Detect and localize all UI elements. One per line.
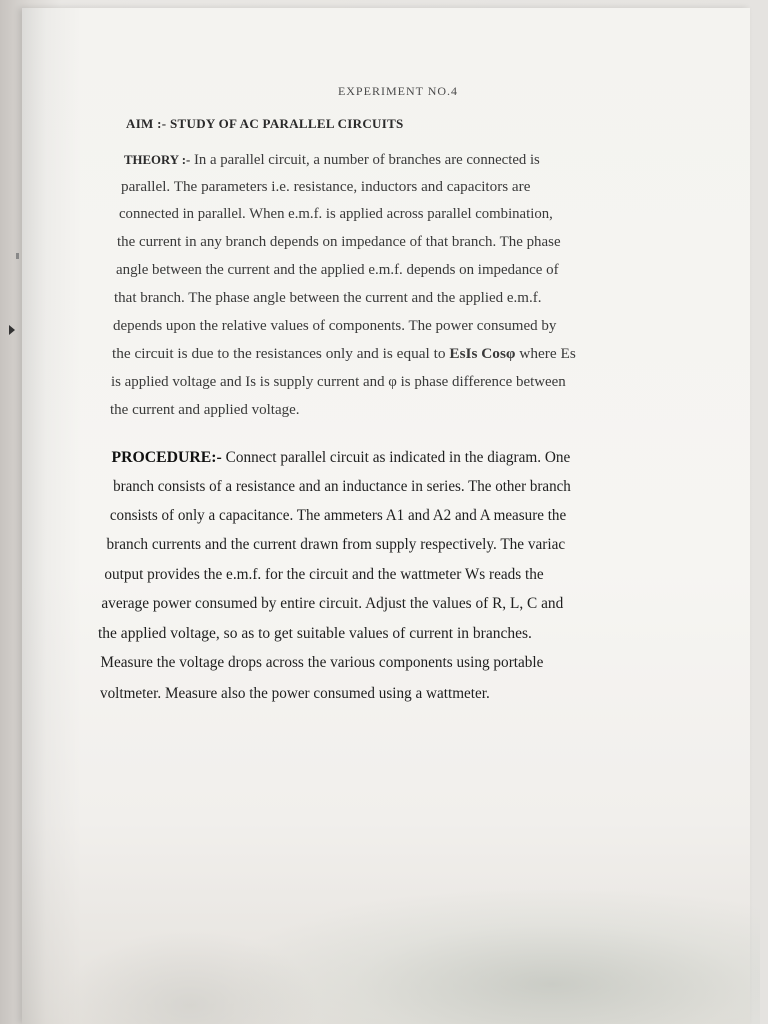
procedure-line bbox=[111, 448, 570, 468]
aim-label: AIM :- bbox=[126, 116, 167, 131]
scan-smudge bbox=[60, 930, 320, 1024]
theory-line: the current in any branch depends on impedance of that branch. The phase bbox=[117, 234, 561, 250]
procedure-line: output provides the e.m.f. for the circuit and the wattmeter Ws reads the bbox=[104, 566, 544, 583]
experiment-heading: EXPERIMENT NO.4 bbox=[337, 84, 459, 98]
theory-line bbox=[124, 150, 540, 170]
theory-text: the circuit is due to the resistances only and is equal to bbox=[112, 346, 450, 362]
procedure-line: branch currents and the current drawn from supply respectively. The variac bbox=[106, 536, 566, 553]
aim-line bbox=[126, 116, 404, 132]
theory-line: depends upon the relative values of components. The power consumed by bbox=[113, 318, 557, 334]
procedure-line: consists of only a capacitance. The ammeters A1 and A2 and A measure the bbox=[109, 507, 567, 524]
theory-line: the current and applied voltage. bbox=[110, 402, 300, 418]
procedure-line: Measure the voltage drops across the various components using portable bbox=[100, 654, 544, 671]
binding-dot-icon bbox=[16, 253, 19, 259]
aim-text: STUDY OF AC PARALLEL CIRCUITS bbox=[170, 116, 404, 131]
procedure-line: average power consumed by entire circuit. Adjust the values of R, L, C and bbox=[101, 595, 564, 612]
theory-line: angle between the current and the applied e.m.f. depends on impedance of bbox=[116, 262, 559, 278]
procedure-line: branch consists of a resistance and an inductance in series. The other branch bbox=[113, 478, 571, 495]
theory-line: connected in parallel. When e.m.f. is applied across parallel combination, bbox=[119, 206, 553, 222]
theory-line: parallel. The parameters i.e. resistance, inductors and capacitors are bbox=[121, 179, 531, 195]
procedure-line: voltmeter. Measure also the power consumed using a wattmeter. bbox=[99, 685, 490, 702]
procedure-line: the applied voltage, so as to get suitable values of current in branches. bbox=[98, 625, 532, 642]
page-fold-shadow bbox=[22, 8, 82, 1024]
theory-line: that branch. The phase angle between the current and the applied e.m.f. bbox=[114, 290, 542, 306]
theory-line: is applied voltage and Is is supply current and φ is phase difference between bbox=[111, 374, 566, 390]
theory-text: where Es bbox=[515, 346, 576, 362]
theory-label: THEORY :- bbox=[124, 152, 191, 167]
theory-text: In a parallel circuit, a number of branches are connected is bbox=[193, 152, 540, 168]
power-formula: EsIs Cosφ bbox=[449, 346, 516, 362]
theory-line bbox=[112, 344, 576, 364]
procedure-text: Connect parallel circuit as indicated in the diagram. One bbox=[221, 449, 571, 466]
procedure-label: PROCEDURE:- bbox=[111, 449, 222, 466]
binding-mark-icon bbox=[9, 325, 15, 335]
